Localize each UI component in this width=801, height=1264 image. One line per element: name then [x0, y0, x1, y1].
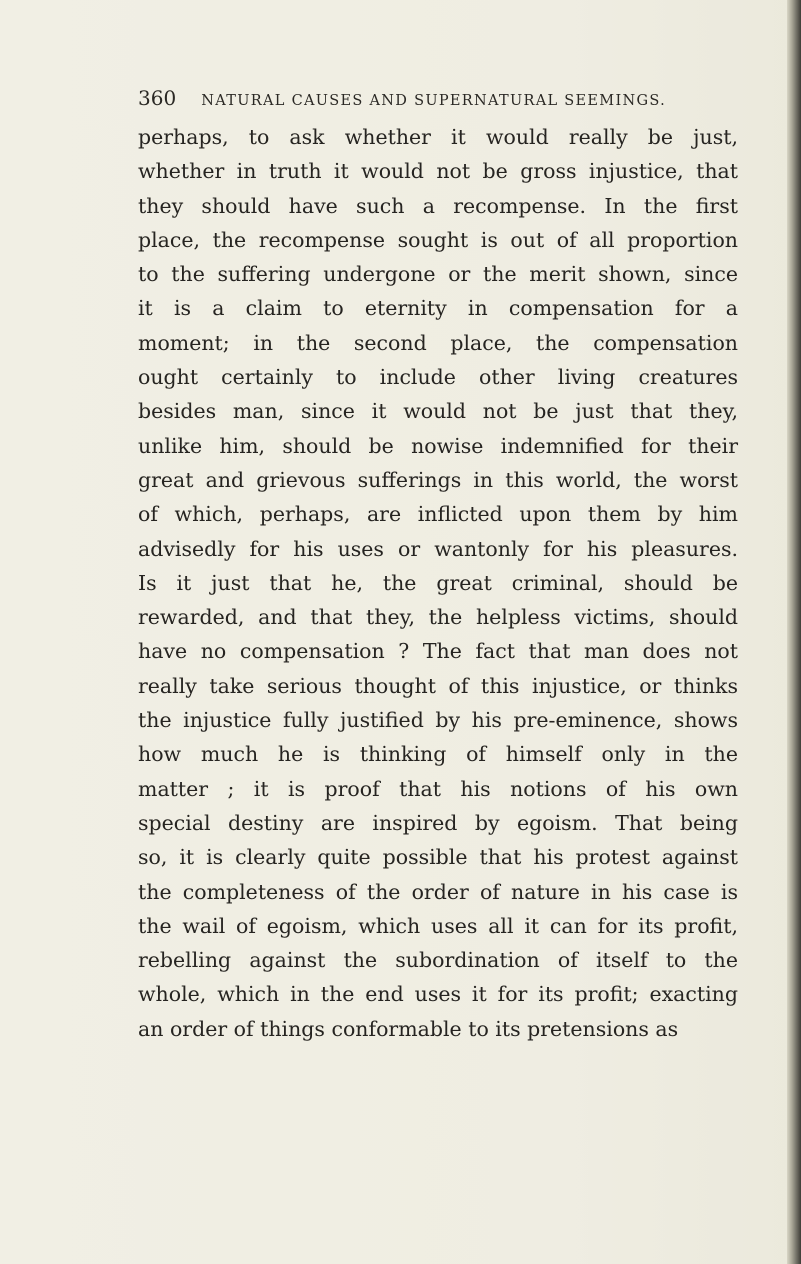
text-line: the completeness of the order of nature in his case is: [138, 879, 738, 904]
text-line: how much he is thinking of himself only in the: [138, 742, 738, 767]
text-line: an order of things conformable to its pretensions as: [138, 1016, 679, 1041]
text-line: great and grievous sufferings in this world, the worst: [138, 467, 738, 492]
text-line: advisedly for his uses or wantonly for his pleasures.: [138, 536, 738, 561]
text-line: place, the recompense sought is out of all proportion: [138, 227, 738, 252]
text-line: the wail of egoism, which uses all it can for its profit,: [138, 913, 738, 938]
page-number: 360: [138, 86, 177, 110]
text-line: it is a claim to eternity in compensation for a: [138, 296, 738, 321]
text-line: rewarded, and that they, the helpless victims, should: [138, 605, 738, 630]
text-line: whether in truth it would not be gross injustice, that: [138, 159, 738, 184]
running-head: NATURAL CAUSES AND SUPERNATURAL SEEMINGS.: [201, 93, 666, 109]
text-line: to the suffering undergone or the merit shown, since: [138, 262, 738, 287]
text-line: whole, which in the end uses it for its profit; exacting: [138, 982, 738, 1007]
text-line: they should have such a recompense. In the first: [138, 193, 738, 218]
text-line: rebelling against the subordination of itself to the: [138, 948, 738, 973]
text-line: special destiny are inspired by egoism. That being: [138, 810, 738, 835]
text-line: perhaps, to ask whether it would really be just,: [138, 125, 738, 149]
text-line: Is it just that he, the great criminal, should be: [138, 570, 738, 595]
text-line: ought certainly to include other living creatures: [138, 365, 738, 390]
body-text: [138, 120, 738, 1046]
text-line: really take serious thought of this injustice, or thinks: [138, 673, 738, 698]
text-line: unlike him, should be nowise indemnified for their: [138, 433, 738, 458]
text-line: have no compensation ? The fact that man does not: [138, 639, 738, 664]
text-line: matter ; it is proof that his notions of his own: [138, 776, 738, 801]
text-line: so, it is clearly quite possible that his protest against: [138, 845, 738, 870]
text-line: the injustice fully justified by his pre-eminence, shows: [138, 708, 738, 733]
text-line: moment; in the second place, the compensation: [138, 330, 738, 355]
text-line: of which, perhaps, are inflicted upon them by him: [138, 502, 738, 527]
text-line: besides man, since it would not be just that they,: [138, 399, 738, 424]
page-edge-shadow: [787, 0, 801, 1264]
page-header: [138, 86, 738, 116]
